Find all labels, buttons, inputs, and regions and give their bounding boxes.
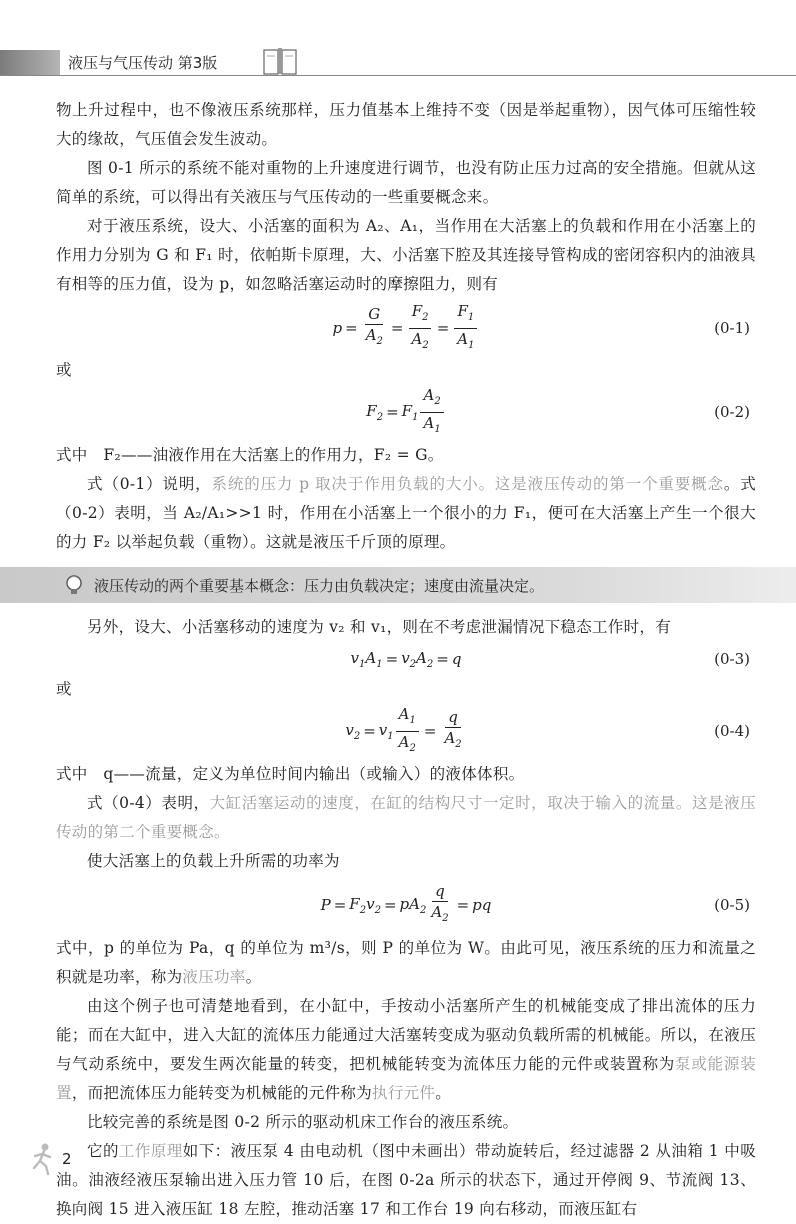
paragraph: 由这个例子也可清楚地看到，在小缸中，手按动小活塞所产生的机械能变成了排出流体的压力能；而在大缸中，进入大缸的流体压力能通过大活塞转变成为驱动负载所需的机械能。所以，在液压与气动系统中，要发生两次能量的转变，把机械能转变为流体压力能的元件或装置称为泵或能源装置，而把流体压力能转变为机械能的元件称为执行元件。 <box>56 997 756 1102</box>
formula-where: 式中 q——流量，定义为单位时间内输出（或输入）的液体体积。 <box>56 765 525 783</box>
formula-0-2: $F_2$ = $F_1$ $\frac{A_2}{A_1}$ (0-2) <box>366 385 750 435</box>
header-bar <box>0 50 60 76</box>
paragraph: 物上升过程中，也不像液压系统那样，压力值基本上维持不变（因是举起重物），因气体可压缩性较大的缘故，气压值会发生波动。 <box>56 101 756 148</box>
highlight-text: 工作原理 <box>118 1142 183 1160</box>
formula-number: (0-3) <box>714 650 750 668</box>
formula-number: (0-2) <box>714 403 750 421</box>
paragraph: 比较完善的系统是图 0-2 所示的驱动机床工作台的液压系统。 <box>87 1113 519 1131</box>
paragraph: 式中，p 的单位为 Pa，q 的单位为 m³/s，则 P 的单位为 W。由此可见，液压系统的压力和流量之积就是功率，称为液压功率。 <box>56 939 756 986</box>
paragraph: 它的工作原理如下：液压泵 4 由电动机（图中未画出）带动旋转后，经过滤器 2 从油箱 1 中吸油。油液经液压泵输出进入压力管 10 后，在图 0-2a 所示的状态下，通过开停阀 9、节流阀 13、换向阀 15 进入液压缸 18 左腔，推动活塞 17 和工作台 19 向右移动，而液压缸右 <box>56 1142 756 1218</box>
connector-text: 或 <box>56 680 72 698</box>
formula-number: (0-5) <box>714 896 750 914</box>
header-rule <box>0 75 796 76</box>
formula-0-3: $v_1A_1$ = $v_2A_2$ = q (0-3) <box>350 648 750 670</box>
running-figure-icon <box>28 1142 58 1176</box>
page-header <box>0 40 796 76</box>
callout-text: 液压传动的两个重要基本概念：压力由负载决定；速度由流量决定。 <box>94 576 545 595</box>
open-book-icon <box>262 46 298 76</box>
formula-0-4: $v_2$ = $v_1$ $\frac{A_1}{A_2}$ = $\frac{q}{A_2}$ (0-4) <box>345 704 750 754</box>
highlight-text: 执行元件 <box>372 1084 436 1102</box>
highlight-text: 液压功率 <box>182 968 246 986</box>
connector-text: 或 <box>56 361 72 379</box>
page-number: 2 <box>62 1150 72 1168</box>
paragraph: 图 0-1 所示的系统不能对重物的上升速度进行调节，也没有防止压力过高的安全措施。但就从这简单的系统，可以得出有关液压与气压传动的一些重要概念来。 <box>56 159 756 206</box>
formula-0-1: p = $\frac{G}{A_2}$ = $\frac{F_2}{A_2}$ = $\frac{F_1}{A_1}$ (0-1) <box>332 301 750 351</box>
formula-number: (0-1) <box>714 319 750 337</box>
formula-0-5: P = $F_2v_2$ = $pA_2$ $\frac{q}{A_2}$ = pq (0-5) <box>320 882 750 924</box>
book-title: 液压与气压传动 第3版 <box>68 54 218 72</box>
highlight-text: 大缸活塞运动的速度，在缸的结构尺寸一定时，取决于输入的流量。这是液压传动的第二个重要概念。 <box>56 794 756 841</box>
paragraph: 对于液压系统，设大、小活塞的面积为 A₂、A₁，当作用在大活塞上的负载和作用在小活塞上的作用力分别为 G 和 F₁ 时，依帕斯卡原理，大、小活塞下腔及其连接导管构成的密闭容积内的油液具有相等的压力值，设为 p，如忽略活塞运动时的摩擦阻力，则有 <box>56 217 756 293</box>
paragraph: 式（0-1）说明，系统的压力 p 取决于作用负载的大小。这是液压传动的第一个重要概念。式（0-2）表明，当 A₂/A₁>>1 时，作用在小活塞上一个很小的力 F₁，便可在大活塞上产生一个很大的力 F₂ 以举起负载（重物）。这就是液压千斤顶的原理。 <box>56 475 756 551</box>
paragraph: 另外，设大、小活塞移动的速度为 v₂ 和 v₁，则在不考虑泄漏情况下稳态工作时，有 <box>87 618 672 636</box>
highlight-text: 系统的压力 p 取决于作用负载的大小。这是液压传动的第一个重要概念 <box>211 475 724 493</box>
formula-where: 式中 F₂——油液作用在大活塞上的作用力，F₂ = G。 <box>56 446 444 464</box>
page-body <box>56 96 756 1224</box>
formula-number: (0-4) <box>714 722 750 740</box>
lightbulb-icon <box>64 574 84 596</box>
paragraph: 使大活塞上的负载上升所需的功率为 <box>87 852 340 870</box>
highlight-text: 泵或能源装置 <box>56 1055 756 1102</box>
key-concept-callout <box>0 567 796 603</box>
paragraph: 式（0-4）表明，大缸活塞运动的速度，在缸的结构尺寸一定时，取决于输入的流量。这是液压传动的第二个重要概念。 <box>56 794 756 841</box>
